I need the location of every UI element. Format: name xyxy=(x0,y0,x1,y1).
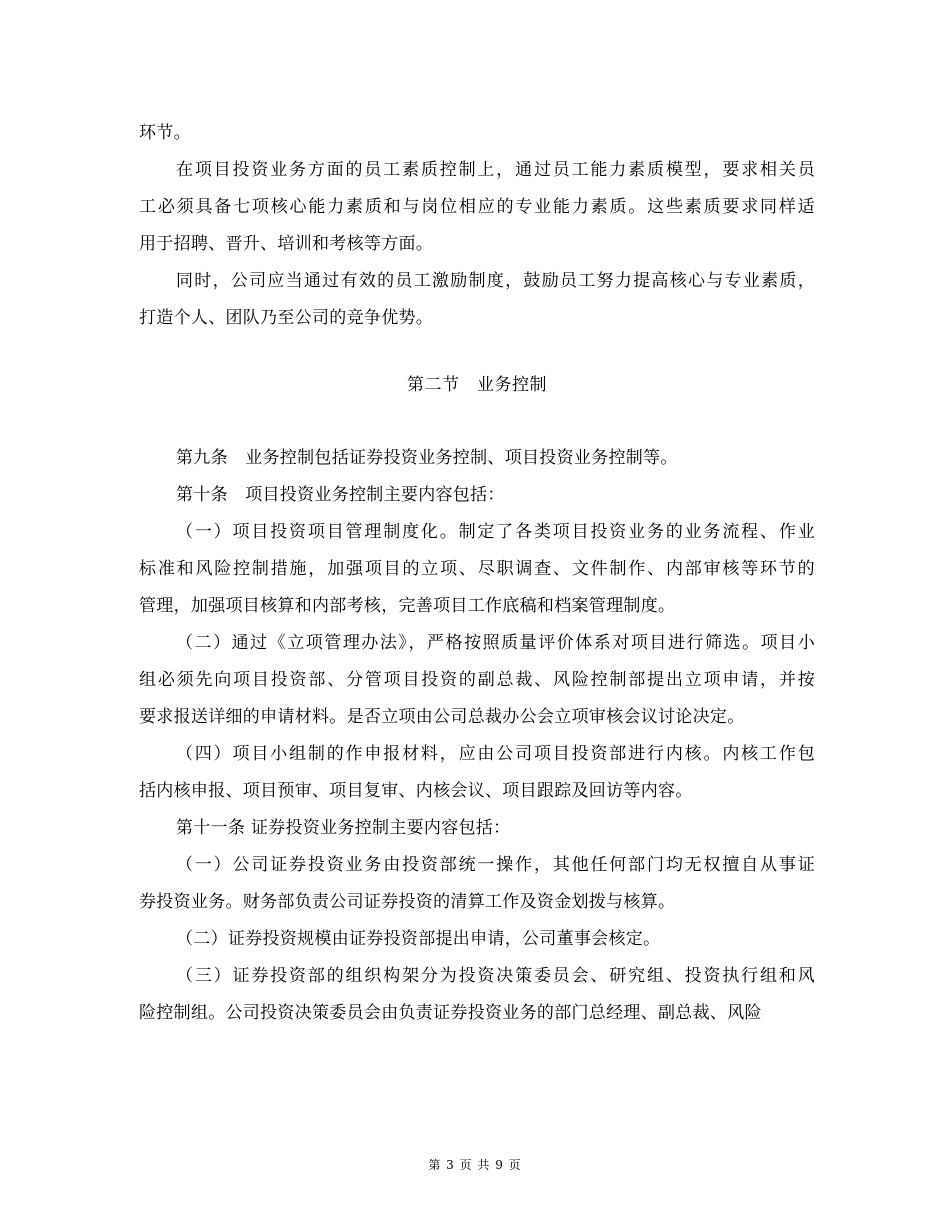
text-line: 券投资业务。财务部负责公司证券投资的清算工作及资金划拨与核算。 xyxy=(139,892,676,912)
text-line: （二）证券投资规模由证券投资部提出申请，公司董事会核定。 xyxy=(176,929,661,949)
paragraph xyxy=(139,115,815,152)
text-line: 要求报送详细的申请材料。是否立项由公司总裁办公会立项审核会议讨论决定。 xyxy=(139,707,745,727)
paragraph xyxy=(139,847,815,921)
paragraph xyxy=(139,625,815,736)
text-line: 打造个人、团队乃至公司的竞争优势。 xyxy=(139,308,434,328)
text-line: （二）通过《立项管理办法》，严格按照质量评价体系对项目进行筛选。项目小 xyxy=(176,633,815,653)
paragraph xyxy=(139,477,815,514)
text-line: 组必须先向项目投资部、分管项目投资的副总裁、风险控制部提出立项申请，并按 xyxy=(139,670,815,690)
text-line: 括内核申报、项目预审、项目复审、内核会议、项目跟踪及回访等内容。 xyxy=(139,781,693,801)
text-line: 第十一条 证券投资业务控制主要内容包括： xyxy=(176,818,511,838)
section-title: 第二节 业务控制 xyxy=(407,375,547,395)
paragraph xyxy=(139,514,815,625)
text-line: 第十条 项目投资业务控制主要内容包括： xyxy=(176,485,505,505)
page-footer: 第 3 页 共 9 页 xyxy=(428,1158,522,1172)
text-line: （一）项目投资项目管理制度化。制定了各类项目投资业务的业务流程、作业 xyxy=(176,522,815,542)
intro-paragraphs xyxy=(139,115,815,337)
paragraph xyxy=(139,152,815,263)
text-line: 同时，公司应当通过有效的员工激励制度，鼓励员工努力提高核心与专业素质， xyxy=(176,271,815,291)
text-line: 第九条 业务控制包括证券投资业务控制、项目投资业务控制等。 xyxy=(176,448,678,468)
paragraph xyxy=(139,810,815,847)
paragraph xyxy=(139,958,815,1032)
text-line: 环节。 xyxy=(139,123,191,143)
article-paragraphs xyxy=(139,440,815,1032)
text-line: 管理，加强项目核算和内部考核，完善项目工作底稿和档案管理制度。 xyxy=(139,596,676,616)
text-line: 工必须具备七项核心能力素质和与岗位相应的专业能力素质。这些素质要求同样适 xyxy=(139,197,815,217)
paragraph xyxy=(139,921,815,958)
text-line: （四）项目小组制的作申报材料，应由公司项目投资部进行内核。内核工作包 xyxy=(176,744,815,764)
paragraph xyxy=(139,440,815,477)
text-line: 用于招聘、晋升、培训和考核等方面。 xyxy=(139,234,434,254)
text-line: 标准和风险控制措施，加强项目的立项、尽职调查、文件制作、内部审核等环节的 xyxy=(139,559,815,579)
paragraph xyxy=(139,736,815,810)
paragraph xyxy=(139,263,815,337)
text-line: 险控制组。公司投资决策委员会由负责证券投资业务的部门总经理、副总裁、风险 xyxy=(139,1003,762,1023)
document-body xyxy=(139,115,815,1032)
text-line: （一）公司证券投资业务由投资部统一操作，其他任何部门均无权擅自从事证 xyxy=(176,855,815,875)
text-line: （三）证券投资部的组织构架分为投资决策委员会、研究组、投资执行组和风 xyxy=(176,966,815,986)
text-line: 在项目投资业务方面的员工素质控制上，通过员工能力素质模型，要求相关员 xyxy=(176,160,815,180)
